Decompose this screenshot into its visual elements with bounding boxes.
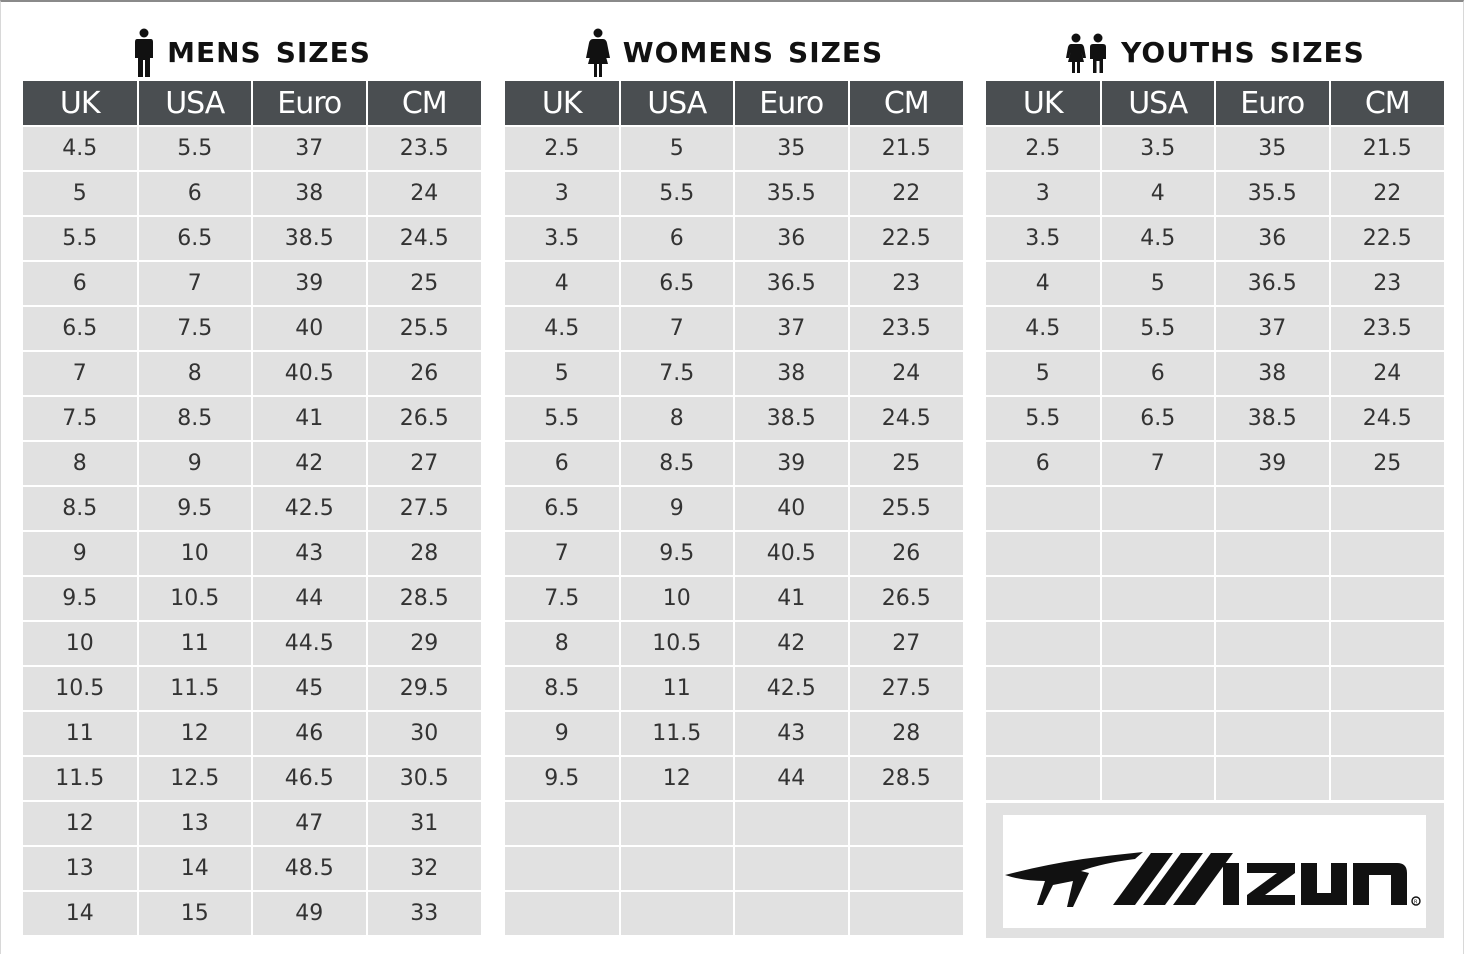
table-cell: 39 [252,261,367,306]
table-cell: 7 [505,531,620,576]
table-cell: 22 [1330,171,1445,216]
table-cell: 9.5 [138,486,253,531]
table-row [505,846,963,891]
mizuno-runbird-logo [1003,815,1426,928]
table-cell: 26 [849,531,964,576]
table-cell: 14 [23,891,138,935]
youths-table-body [986,126,1444,800]
youths-size-table [986,81,1444,800]
table-cell: 22.5 [849,216,964,261]
table-row [505,351,963,396]
mens-header-row [23,81,481,126]
table-cell: 38 [252,171,367,216]
table-cell: 26.5 [367,396,482,441]
table-cell [1330,666,1445,711]
table-cell: 36.5 [1215,261,1330,306]
table-cell [1101,666,1216,711]
column-header: USA [138,81,253,126]
table-cell: 27 [849,621,964,666]
table-cell: 10 [620,576,735,621]
table-cell: 41 [734,576,849,621]
table-cell: 35.5 [734,171,849,216]
youths-header-row [986,81,1444,126]
column-header: CM [367,81,482,126]
table-cell: 14 [138,846,253,891]
table-cell: 36 [1215,216,1330,261]
table-cell: 40.5 [734,531,849,576]
womens-title [505,24,963,81]
table-cell: 27 [367,441,482,486]
column-header: CM [1330,81,1445,126]
table-cell [986,711,1101,756]
table-cell: 22 [849,171,964,216]
table-cell: 25 [1330,441,1445,486]
table-cell: 7.5 [620,351,735,396]
table-row [23,126,481,171]
table-cell: 37 [734,306,849,351]
table-row [23,486,481,531]
table-row [23,171,481,216]
youths-section [986,24,1444,800]
table-cell: 39 [734,441,849,486]
table-cell: 21.5 [849,126,964,171]
table-cell [734,891,849,935]
table-cell [734,846,849,891]
table-cell: 22.5 [1330,216,1445,261]
table-row [986,171,1444,216]
table-row [23,711,481,756]
table-cell: 3.5 [986,216,1101,261]
table-cell: 9 [505,711,620,756]
table-cell: 5.5 [1101,306,1216,351]
womens-size-table [505,81,963,935]
table-cell: 32 [367,846,482,891]
womens-table-body [505,126,963,935]
table-row [23,666,481,711]
table-cell: 8 [505,621,620,666]
table-cell: 44 [734,756,849,801]
womens-header-row [505,81,963,126]
mens-section [23,24,481,935]
table-row [986,666,1444,711]
table-cell: 33 [367,891,482,935]
table-cell: 6 [505,441,620,486]
table-cell: 42 [734,621,849,666]
table-cell: 3 [986,171,1101,216]
table-cell: 9 [620,486,735,531]
table-cell: 38 [734,351,849,396]
table-cell: 28.5 [367,576,482,621]
table-cell: 6 [986,441,1101,486]
table-cell [1101,621,1216,666]
table-row [986,441,1444,486]
table-cell: 12 [23,801,138,846]
table-cell: 8.5 [138,396,253,441]
table-row [23,351,481,396]
table-cell: 7 [23,351,138,396]
table-row [986,126,1444,171]
table-row [986,576,1444,621]
table-row [505,531,963,576]
brand-logo-card [1003,815,1426,928]
table-cell: 7.5 [23,396,138,441]
table-cell: 38.5 [252,216,367,261]
table-row [23,756,481,801]
table-cell: 4 [1101,171,1216,216]
youths-title-word: YOUTHS [1121,36,1256,69]
table-cell: 12.5 [138,756,253,801]
table-row [986,351,1444,396]
table-cell: 46.5 [252,756,367,801]
table-row [505,306,963,351]
womens-title-sizes: SIZES [788,36,884,69]
table-cell: 8 [23,441,138,486]
column-header: USA [1101,81,1216,126]
mens-title-sizes: SIZES [275,36,371,69]
table-cell: 38 [1215,351,1330,396]
table-cell: 10.5 [23,666,138,711]
column-header: UK [986,81,1101,126]
table-cell: 5 [505,351,620,396]
table-cell: 4.5 [986,306,1101,351]
table-cell: 9.5 [505,756,620,801]
table-cell: 6 [620,216,735,261]
table-cell: 11 [138,621,253,666]
table-cell: 43 [252,531,367,576]
table-row [505,621,963,666]
table-cell [1101,756,1216,800]
table-cell: 24 [367,171,482,216]
table-cell: 3.5 [1101,126,1216,171]
table-cell [505,846,620,891]
table-row [986,396,1444,441]
column-header: UK [23,81,138,126]
table-row [505,756,963,801]
table-cell [1330,756,1445,800]
table-cell: 48.5 [252,846,367,891]
table-cell: 11 [620,666,735,711]
table-row [986,486,1444,531]
table-cell: 26.5 [849,576,964,621]
table-cell: 2.5 [505,126,620,171]
table-cell [1215,621,1330,666]
table-row [505,576,963,621]
table-cell: 25.5 [849,486,964,531]
table-cell: 7.5 [505,576,620,621]
table-cell [1330,486,1445,531]
table-cell: 7 [1101,441,1216,486]
table-cell: 10.5 [620,621,735,666]
table-cell: 36.5 [734,261,849,306]
table-cell [1101,486,1216,531]
table-cell: 7 [620,306,735,351]
table-cell: 25.5 [367,306,482,351]
table-row [986,306,1444,351]
table-cell [1215,666,1330,711]
table-row [986,261,1444,306]
table-cell: 6.5 [505,486,620,531]
column-header: CM [849,81,964,126]
table-cell: 11.5 [620,711,735,756]
table-row [23,216,481,261]
column-header: Euro [734,81,849,126]
table-cell: 8.5 [505,666,620,711]
table-cell [1215,531,1330,576]
table-cell [849,801,964,846]
table-cell: 35.5 [1215,171,1330,216]
table-cell: 10 [23,621,138,666]
table-cell: 47 [252,801,367,846]
table-cell: 2.5 [986,126,1101,171]
table-cell: 6.5 [138,216,253,261]
table-cell: 37 [252,126,367,171]
table-cell: 26 [367,351,482,396]
table-row [505,486,963,531]
table-row [986,711,1444,756]
table-row [986,216,1444,261]
table-row [505,216,963,261]
table-row [986,531,1444,576]
womens-section [505,24,963,935]
table-cell: 25 [849,441,964,486]
table-cell [734,801,849,846]
table-row [23,306,481,351]
table-cell [505,891,620,935]
table-cell: 43 [734,711,849,756]
table-cell: 23 [1330,261,1445,306]
table-cell: 6 [23,261,138,306]
table-cell: 29 [367,621,482,666]
table-cell: 45 [252,666,367,711]
table-cell: 40.5 [252,351,367,396]
table-cell: 7 [138,261,253,306]
table-cell: 46 [252,711,367,756]
table-cell: 5 [23,171,138,216]
table-cell: 28 [367,531,482,576]
table-cell: 8 [138,351,253,396]
svg-text:R: R [1414,899,1418,906]
table-cell: 11.5 [23,756,138,801]
table-cell: 40 [734,486,849,531]
table-cell: 4 [986,261,1101,306]
table-cell: 23.5 [849,306,964,351]
table-cell: 31 [367,801,482,846]
table-cell: 28.5 [849,756,964,801]
table-cell: 24 [1330,351,1445,396]
table-cell [849,891,964,935]
table-cell: 25 [367,261,482,306]
table-row [23,621,481,666]
table-cell: 13 [23,846,138,891]
table-cell: 36 [734,216,849,261]
table-cell [1215,711,1330,756]
children-icon [1065,32,1109,74]
table-row [23,576,481,621]
table-cell: 30.5 [367,756,482,801]
table-cell: 5.5 [620,171,735,216]
column-header: Euro [252,81,367,126]
column-header: UK [505,81,620,126]
table-cell: 4.5 [23,126,138,171]
table-cell: 6.5 [1101,396,1216,441]
table-cell: 12 [620,756,735,801]
womens-title-word: WOMENS [622,36,775,69]
table-cell: 9.5 [23,576,138,621]
table-row [986,756,1444,800]
table-row [505,396,963,441]
table-cell: 3.5 [505,216,620,261]
table-cell: 49 [252,891,367,935]
table-cell [1215,486,1330,531]
table-cell: 6 [138,171,253,216]
table-cell [620,801,735,846]
table-row [505,891,963,935]
table-cell: 37 [1215,306,1330,351]
table-row [23,531,481,576]
table-row [23,261,481,306]
table-cell [986,486,1101,531]
table-cell: 7.5 [138,306,253,351]
table-cell: 15 [138,891,253,935]
table-cell: 44 [252,576,367,621]
table-cell: 39 [1215,441,1330,486]
table-cell [1215,756,1330,800]
table-cell: 9 [138,441,253,486]
table-cell [849,846,964,891]
table-cell: 3 [505,171,620,216]
table-cell: 4.5 [505,306,620,351]
table-cell: 6.5 [23,306,138,351]
table-row [505,441,963,486]
youths-title-sizes: SIZES [1269,36,1365,69]
table-cell: 23 [849,261,964,306]
table-cell [620,846,735,891]
table-cell [1330,621,1445,666]
table-cell [986,621,1101,666]
table-cell: 5.5 [986,396,1101,441]
table-cell: 8 [620,396,735,441]
table-row [23,846,481,891]
table-row [23,441,481,486]
table-cell: 24.5 [1330,396,1445,441]
table-row [23,801,481,846]
table-cell: 38.5 [1215,396,1330,441]
table-cell [1330,711,1445,756]
table-cell: 4 [505,261,620,306]
brand-logo-panel [986,803,1444,938]
table-cell: 27.5 [367,486,482,531]
table-cell: 30 [367,711,482,756]
table-cell: 5 [620,126,735,171]
table-cell [1101,531,1216,576]
table-cell [620,891,735,935]
table-cell [1330,531,1445,576]
mens-title [23,24,481,81]
table-row [986,621,1444,666]
table-cell [986,576,1101,621]
table-cell: 42.5 [252,486,367,531]
table-cell [986,756,1101,800]
table-cell [1330,576,1445,621]
table-cell: 41 [252,396,367,441]
table-cell: 9 [23,531,138,576]
table-cell: 9.5 [620,531,735,576]
table-cell: 23.5 [367,126,482,171]
table-cell: 5.5 [23,216,138,261]
table-row [23,396,481,441]
table-cell: 13 [138,801,253,846]
table-cell [1101,711,1216,756]
table-cell: 29.5 [367,666,482,711]
mens-table-body [23,126,481,935]
table-cell: 21.5 [1330,126,1445,171]
table-cell: 10 [138,531,253,576]
table-cell: 27.5 [849,666,964,711]
table-cell: 40 [252,306,367,351]
table-row [505,801,963,846]
mens-title-word: MENS [167,36,262,69]
table-cell: 6 [1101,351,1216,396]
youths-title [986,24,1444,81]
table-cell: 6.5 [620,261,735,306]
table-cell: 5.5 [138,126,253,171]
table-cell: 44.5 [252,621,367,666]
woman-icon [585,28,611,78]
column-header: USA [620,81,735,126]
table-cell: 11 [23,711,138,756]
table-row [505,126,963,171]
table-cell: 38.5 [734,396,849,441]
table-cell: 28 [849,711,964,756]
table-row [505,666,963,711]
table-cell: 8.5 [23,486,138,531]
table-cell: 8.5 [620,441,735,486]
table-cell: 24.5 [367,216,482,261]
table-cell: 11.5 [138,666,253,711]
table-row [505,711,963,756]
table-cell: 12 [138,711,253,756]
table-cell: 24.5 [849,396,964,441]
table-cell: 4.5 [1101,216,1216,261]
table-cell: 42.5 [734,666,849,711]
table-row [505,261,963,306]
table-cell: 35 [1215,126,1330,171]
table-cell [505,801,620,846]
table-cell: 5.5 [505,396,620,441]
table-cell: 10.5 [138,576,253,621]
table-cell: 5 [986,351,1101,396]
table-cell [986,531,1101,576]
table-cell [986,666,1101,711]
table-row [23,891,481,935]
table-cell: 42 [252,441,367,486]
column-header: Euro [1215,81,1330,126]
table-cell: 5 [1101,261,1216,306]
man-icon [133,28,155,78]
table-cell [1101,576,1216,621]
table-cell: 23.5 [1330,306,1445,351]
table-cell [1215,576,1330,621]
table-cell: 35 [734,126,849,171]
table-row [505,171,963,216]
table-cell: 24 [849,351,964,396]
mens-size-table [23,81,481,935]
